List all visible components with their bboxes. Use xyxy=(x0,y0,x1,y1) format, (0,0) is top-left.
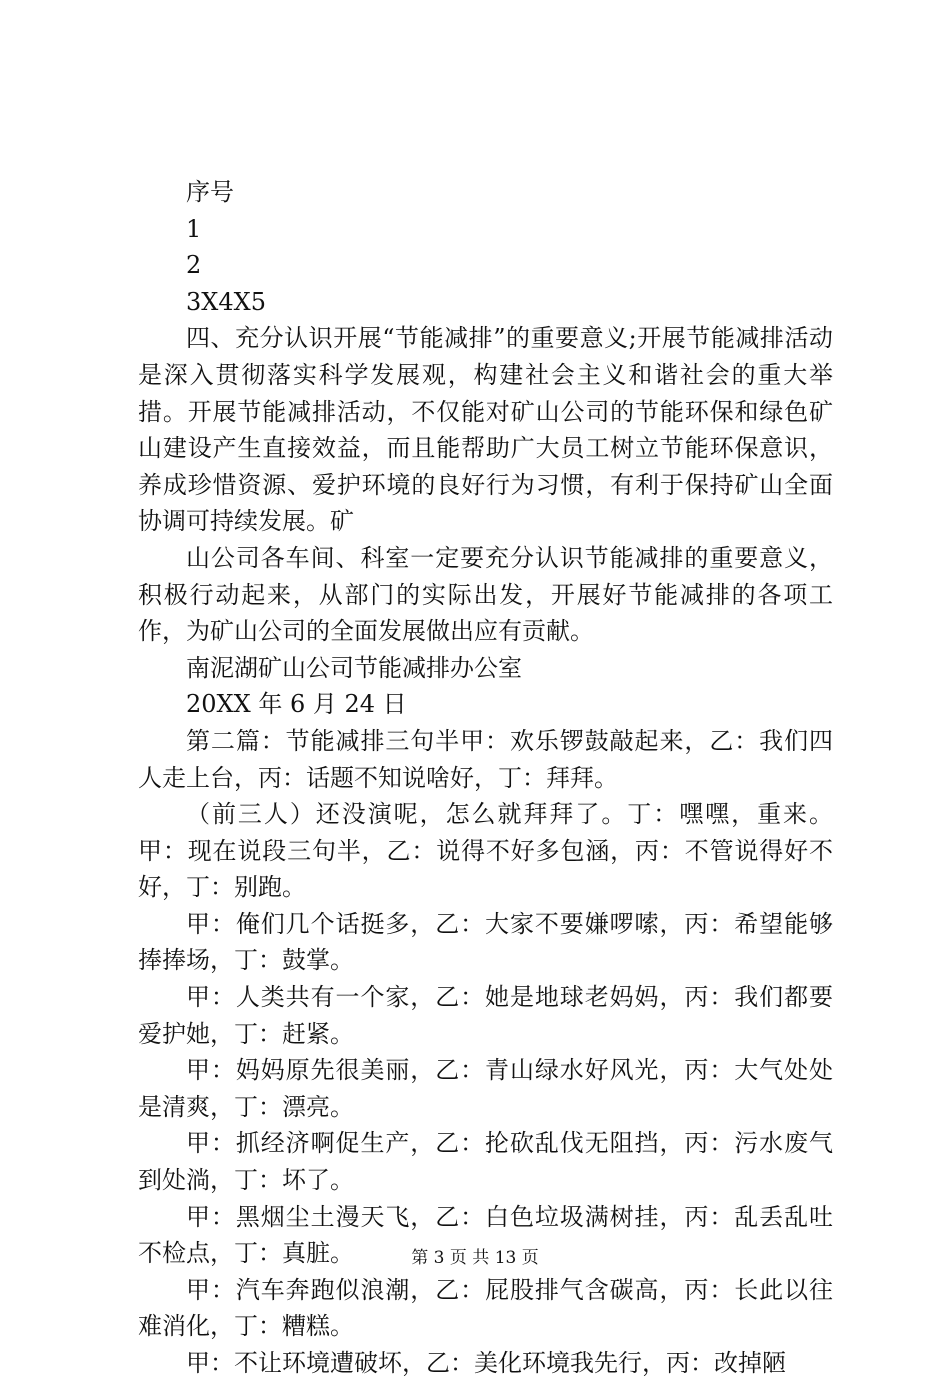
dialogue-paragraph: 甲：抓经济啊促生产，乙：抡砍乱伐无阻挡，丙：污水废气到处淌，丁：坏了。 xyxy=(138,1129,833,1195)
signature-office: 南泥湖矿山公司节能减排办公室 xyxy=(186,653,522,682)
list-item: 3X4X5 xyxy=(186,287,266,316)
signature-date: 20XX 年 6 月 24 日 xyxy=(186,690,407,719)
dialogue-paragraph: 第二篇：节能减排三句半甲：欢乐锣鼓敲起来，乙：我们四人走上台，丙：话题不知说啥好，丁：拜拜。 xyxy=(138,726,833,792)
list-item: 2 xyxy=(186,251,202,280)
page-footer: 第 3 页 共 13 页 xyxy=(411,1248,539,1268)
dialogue-paragraph: 甲：不让环境遭破坏，乙：美化环境我先行，丙：改掉陋 xyxy=(186,1349,786,1377)
dialogue-paragraph: 甲：俺们几个话挺多，乙：大家不要嫌啰嗦，丙：希望能够捧捧场，丁：鼓掌。 xyxy=(138,909,833,975)
dialogue-paragraph: 甲：妈妈原先很美丽，乙：青山绿水好风光，丙：大气处处是清爽，丁：漂亮。 xyxy=(138,1056,833,1121)
list-item: 1 xyxy=(186,214,202,243)
paragraph: 山公司各车间、科室一定要充分认识节能减排的重要意义，积极行动起来，从部门的实际出发，开展好节能减排的各项工作，为矿山公司的全面发展做出应有贡献。 xyxy=(138,543,833,646)
dialogue-paragraph: 甲：黑烟尘土漫天飞，乙：白色垃圾满树挂，丙：乱丢乱吐不检点，丁：真脏。 xyxy=(138,1202,833,1268)
dialogue-paragraph: 甲：人类共有一个家，乙：她是地球老妈妈，丙：我们都要爱护她，丁：赶紧。 xyxy=(138,983,833,1048)
dialogue-paragraph: （前三人）还没演呢，怎么就拜拜了。丁：嘿嘿，重来。甲：现在说段三句半，乙：说得不好多包涵，丙：不管说得好不好，丁：别跑。 xyxy=(138,800,833,902)
document-body xyxy=(138,174,833,1382)
dialogue-paragraph: 甲：汽车奔跑似浪潮，乙：屁股排气含碳高，丙：长此以往难消化，丁：糟糕。 xyxy=(138,1275,833,1341)
list-header-label: 序号 xyxy=(186,178,234,206)
paragraph: 四、充分认识开展“节能减排”的重要意义;开展节能减排活动是深入贯彻落实科学发展观，构建社会主义和谐社会的重大举措。开展节能减排活动，不仅能对矿山公司的节能环保和绿色矿山建设产生直接效益，而且能帮助广大员工树立节能环保意识，养成珍惜资源、爱护环境的良好行为习惯，有利于保持矿山全面协调可持续发展。矿 xyxy=(138,324,833,536)
